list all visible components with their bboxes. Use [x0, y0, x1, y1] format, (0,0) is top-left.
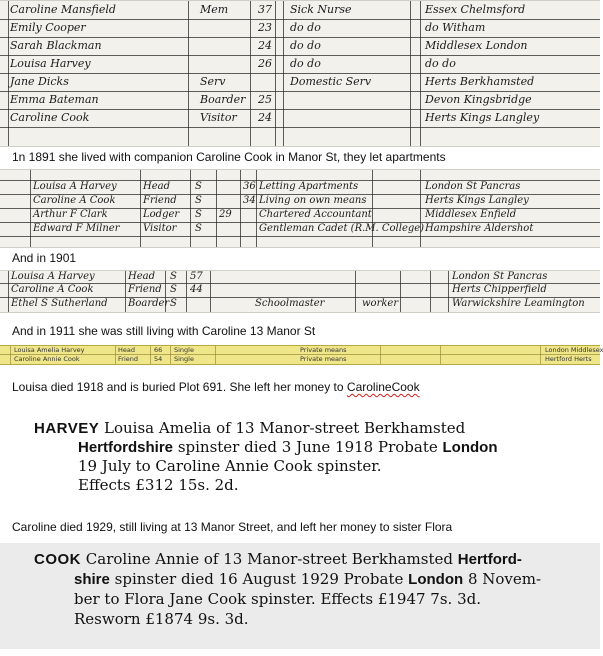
occupation-cell: Sick Nurse [290, 3, 352, 16]
age-cell: 44 [190, 284, 203, 295]
age-cell: 26 [258, 57, 272, 70]
county: Hertford- [457, 551, 522, 568]
census-row [0, 39, 600, 57]
age-cell: 24 [258, 111, 272, 124]
name-cell: Jane Dicks [10, 75, 69, 88]
birthplace-cell: Hampshire Aldershot [425, 223, 534, 234]
census-row [0, 223, 600, 237]
birthplace-cell: Herts Berkhamsted [425, 75, 535, 88]
name-cell: Louisa A Harvey [11, 271, 95, 282]
birthplace-cell: Herts Kings Langley [425, 111, 540, 124]
probate-line: 19 July to Caroline Annie Cook spinster. [78, 457, 382, 475]
name-cell: Caroline Mansfield [10, 3, 116, 16]
census-image-1901 [0, 270, 600, 313]
caption-1929: Caroline died 1929, still living at 13 Manor Street, and left her money to sister Flora [12, 520, 453, 534]
caption-1911: And in 1911 she was still living with Caroline 13 Manor St [12, 324, 316, 338]
spelling-flagged-word: CarolineCook [346, 380, 420, 394]
caption-1901: And in 1901 [12, 251, 77, 265]
census-image-1881 [0, 0, 600, 147]
occupation-cell: Schoolmaster [255, 298, 325, 309]
birthplace-cell: Middlesex London [425, 39, 528, 52]
relation-cell: Head [143, 181, 171, 192]
name-cell: Caroline Cook [10, 111, 90, 124]
age-cell: 37 [258, 3, 272, 16]
census-row [0, 209, 600, 223]
name-cell: Ethel S Sutherland [11, 298, 108, 309]
occupation-cell: Living on own means [259, 195, 367, 206]
name-cell: Louisa Harvey [10, 57, 91, 70]
probate-entry-harvey [0, 416, 600, 500]
probate-line [78, 437, 498, 458]
probate-entry-cook [0, 543, 600, 649]
relation-cell: Mem [200, 3, 229, 16]
age-cell: 36 [243, 181, 256, 192]
census-row [0, 284, 600, 298]
worker-cell: worker [362, 298, 399, 309]
county: Hertfordshire [78, 439, 174, 456]
caption-1918-text: Louisa died 1918 and is buried Plot 691. She left her money to [12, 380, 347, 394]
census-row [0, 111, 600, 129]
status-cell: S [195, 209, 202, 220]
age-cell: 29 [219, 209, 232, 220]
relation-cell: Head [128, 271, 156, 282]
age-cell: 57 [190, 271, 203, 282]
occupation-cell: Domestic Serv [290, 75, 372, 88]
birthplace-cell: London St Pancras [452, 271, 548, 282]
relation-cell: Friend [128, 284, 162, 295]
probate-text: Caroline Annie of 13 Manor-street Berkhamsted [85, 550, 453, 568]
name-cell: Louisa A Harvey [33, 181, 117, 192]
county-cont: shire [74, 571, 110, 588]
birthplace-cell: do Witham [425, 21, 486, 34]
occupation-cell: Private means [300, 346, 347, 354]
birthplace-cell: London Middlesex [545, 346, 603, 354]
name-cell: Arthur F Clark [33, 209, 108, 220]
name-cell: Caroline A Cook [33, 195, 116, 206]
registry: London [442, 439, 498, 456]
surname: COOK [34, 551, 81, 568]
probate-text: spinster died 16 August 1929 Probate [114, 570, 404, 588]
census-row [0, 181, 600, 195]
status-cell: S [170, 284, 177, 295]
occupation-cell: Gentleman Cadet (R.M. College) [259, 223, 425, 234]
birthplace-cell: Herts Kings Langley [425, 195, 529, 206]
census-image-1891 [0, 169, 600, 248]
status-cell: S [195, 195, 202, 206]
probate-line [34, 549, 522, 570]
probate-line [74, 569, 541, 590]
relation-cell: Boarder [128, 298, 170, 309]
status-cell: S [195, 181, 202, 192]
birthplace-cell: Herts Chipperfield [452, 284, 547, 295]
census-row [0, 271, 600, 285]
census-row [0, 21, 600, 39]
birthplace-cell: Essex Chelmsford [425, 3, 526, 16]
census-row [0, 346, 603, 355]
status-cell: S [170, 298, 177, 309]
age-cell: 54 [154, 355, 163, 363]
occupation-cell: do do [290, 39, 321, 52]
relation-cell: Serv [200, 75, 226, 88]
occupation-cell: do do [290, 57, 321, 70]
relation-cell: Lodger [143, 209, 180, 220]
relation-cell: Visitor [143, 223, 177, 234]
relation-cell: Friend [143, 195, 177, 206]
age-cell: 23 [258, 21, 272, 34]
name-cell: Caroline A Cook [11, 284, 94, 295]
surname: HARVEY [34, 420, 100, 437]
name-cell: Caroline Annie Cook [14, 355, 80, 363]
status-cell: S [195, 223, 202, 234]
name-cell: Sarah Blackman [10, 39, 102, 52]
birthplace-cell: Hertford Herts [545, 355, 592, 363]
probate-text: 8 Novem- [467, 570, 542, 588]
caption-1891: 1n 1891 she lived with companion Caroline Cook in Manor St, they let apartments [12, 150, 446, 164]
name-cell: Emily Cooper [10, 21, 86, 34]
census-image-1911 [0, 345, 603, 365]
name-cell: Emma Bateman [10, 93, 99, 106]
age-cell: 24 [258, 39, 272, 52]
relation-cell: Visitor [200, 111, 237, 124]
probate-line [34, 418, 465, 439]
birthplace-cell: Middlesex Enfield [425, 209, 517, 220]
census-row [0, 195, 600, 209]
probate-line: Resworn £1874 9s. 3d. [74, 610, 249, 628]
probate-text: Louisa Amelia of 13 Manor-street Berkhamsted [104, 419, 466, 437]
relation-cell: Head [118, 346, 135, 354]
occupation-cell: Private means [300, 355, 347, 363]
probate-line: Effects £312 15s. 2d. [78, 476, 239, 494]
census-row [0, 3, 600, 21]
birthplace-cell: do do [425, 57, 456, 70]
census-row [0, 93, 600, 111]
census-row [0, 75, 600, 93]
occupation-cell: do do [290, 21, 321, 34]
registry: London [408, 571, 464, 588]
status-cell: Single [174, 346, 194, 354]
status-cell: Single [174, 355, 194, 363]
probate-text: spinster died 3 June 1918 Probate [177, 438, 438, 456]
census-row [0, 355, 600, 364]
name-cell: Louisa Amelia Harvey [14, 346, 85, 354]
relation-cell: Friend [118, 355, 138, 363]
name-cell: Edward F Milner [33, 223, 120, 234]
caption-1918 [12, 380, 592, 395]
occupation-cell: Chartered Accountant [259, 209, 372, 220]
birthplace-cell: Warwickshire Leamington [452, 298, 585, 309]
birthplace-cell: London St Pancras [425, 181, 521, 192]
relation-cell: Boarder [200, 93, 246, 106]
birthplace-cell: Devon Kingsbridge [425, 93, 532, 106]
age-cell: 25 [258, 93, 272, 106]
age-cell: 34 [243, 195, 256, 206]
status-cell: S [170, 271, 177, 282]
census-row [0, 298, 600, 312]
probate-line: ber to Flora Jane Cook spinster. Effects £1947 7s. 3d. [74, 590, 481, 608]
occupation-cell: Letting Apartments [259, 181, 359, 192]
census-row [0, 57, 600, 75]
age-cell: 66 [154, 346, 163, 354]
